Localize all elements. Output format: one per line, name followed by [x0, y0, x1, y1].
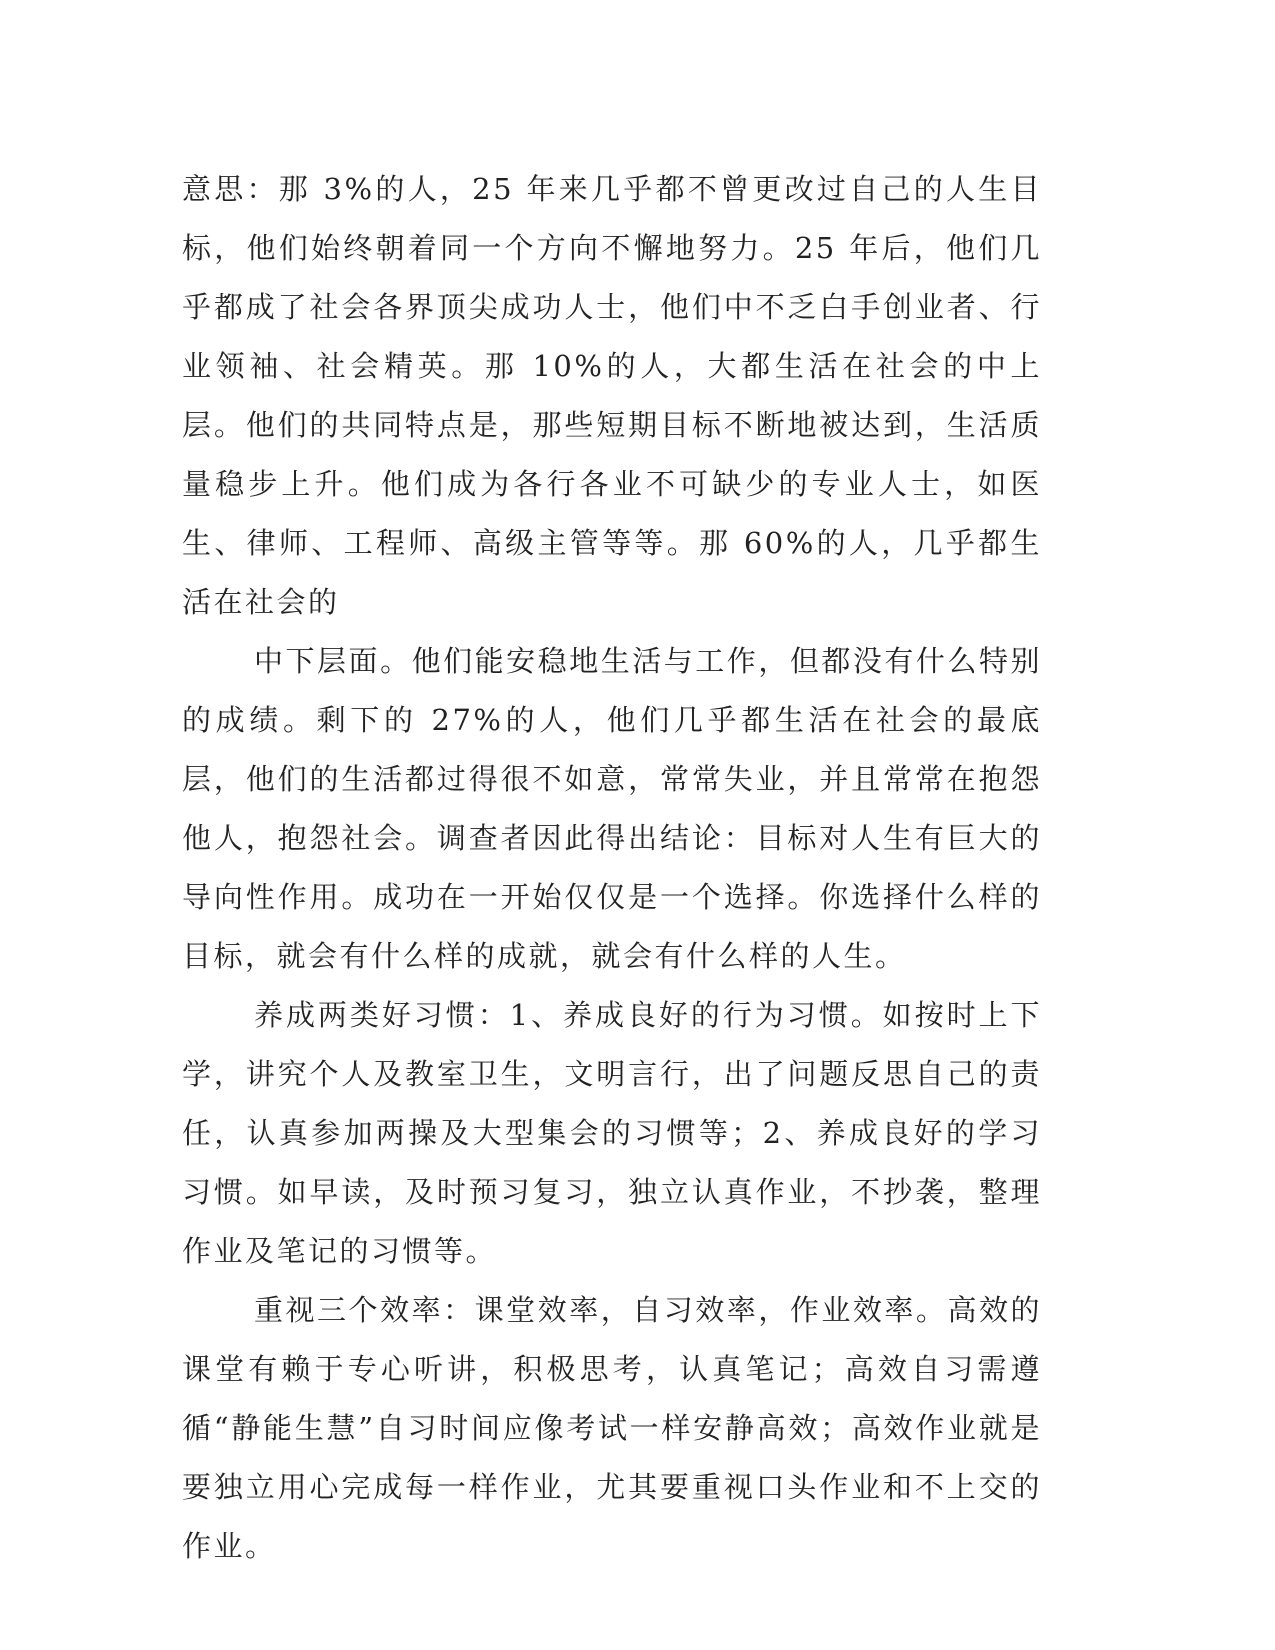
paragraph-2: 中下层面。他们能安稳地生活与工作，但都没有什么特别的成绩。剩下的 27%的人，他们几乎都生活在社会的最底层，他们的生活都过得很不如意，常常失业，并且常常在抱怨他人，抱怨社会。调查者因此得出结论：目标对人生有巨大的导向性作用。成功在一开始仅仅是一个选择。你选择什么样的目标，就会有什么样的成就，就会有什么样的人生。: [182, 644, 1042, 973]
document-body: [182, 160, 1042, 1576]
paragraph-4: 重视三个效率：课堂效率，自习效率，作业效率。高效的课堂有赖于专心听讲，积极思考，认真笔记；高效自习需遵循“静能生慧”自习时间应像考试一样安静高效；高效作业就是要独立用心完成每一样作业，尤其要重视口头作业和不上交的作业。: [182, 1293, 1042, 1563]
paragraph-3: 养成两类好习惯：1、养成良好的行为习惯。如按时上下学，讲究个人及教室卫生，文明言行，出了问题反思自己的责任，认真参加两操及大型集会的习惯等；2、养成良好的学习习惯。如早读，及时预习复习，独立认真作业，不抄袭，整理作业及笔记的习惯等。: [182, 998, 1042, 1268]
paragraph-1: 意思：那 3%的人，25 年来几乎都不曾更改过自己的人生目标，他们始终朝着同一个方向不懈地努力。25 年后，他们几乎都成了社会各界顶尖成功人士，他们中不乏白手创业者、行业领袖、社会精英。那 10%的人，大都生活在社会的中上层。他们的共同特点是，那些短期目标不断地被达到，生活质量稳步上升。他们成为各行各业不可缺少的专业人士，如医生、律师、工程师、高级主管等等。那 60%的人，几乎都生活在社会的: [182, 172, 1042, 619]
